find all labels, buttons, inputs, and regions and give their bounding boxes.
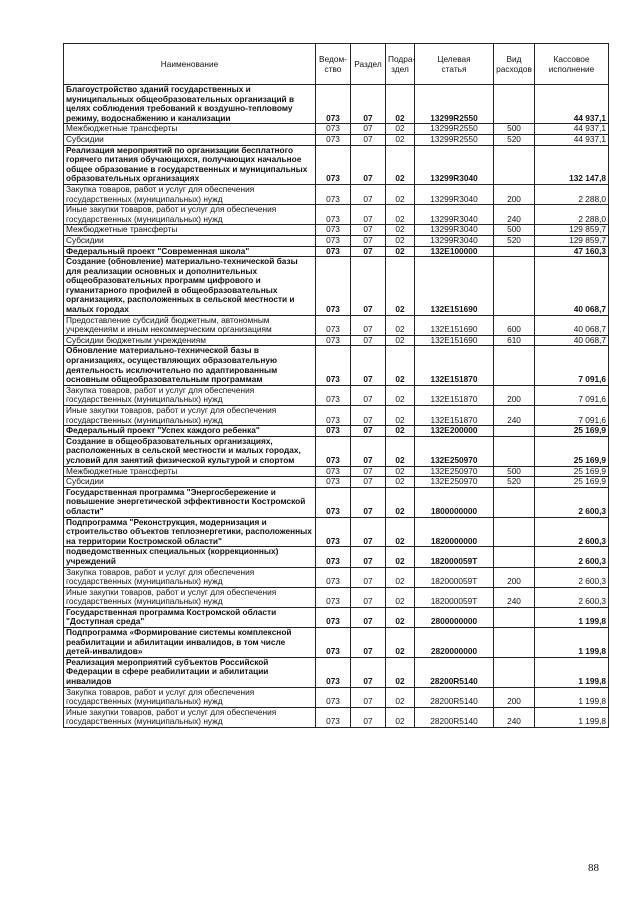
cell-amount: 2 600,3: [535, 487, 609, 517]
cell-amount: 25 169,9: [535, 477, 609, 488]
cell-vid: 200: [494, 385, 535, 405]
cell-razdel: 07: [351, 436, 386, 466]
table-row: [64, 134, 609, 145]
cell-razdel: 07: [351, 487, 386, 517]
cell-vid: 520: [494, 477, 535, 488]
cell-razdel: 07: [351, 517, 386, 547]
cell-vid: [494, 257, 535, 316]
cell-podrazdel: 02: [386, 246, 415, 257]
cell-name: Государственная программа Костромской области "Доступная среда": [64, 607, 316, 627]
cell-razdel: 07: [351, 477, 386, 488]
cell-name: Благоустройство зданий государственных и муниципальных общеобразовательных организаций в целях соблюдения требований к воздушно-тепловому режиму, водоснабжению и канализации: [64, 85, 316, 124]
cell-podrazdel: 02: [386, 607, 415, 627]
cell-name: Предоставление субсидий бюджетным, автономным учреждениям и иным некоммерческим организациям: [64, 315, 316, 335]
cell-podrazdel: 02: [386, 587, 415, 607]
cell-target: 132E200000: [415, 426, 494, 437]
cell-razdel: 07: [351, 134, 386, 145]
cell-podrazdel: 02: [386, 487, 415, 517]
cell-razdel: 07: [351, 335, 386, 346]
cell-vedomstvo: 073: [316, 487, 351, 517]
cell-target: 182000059Т: [415, 547, 494, 567]
cell-vedomstvo: 073: [316, 436, 351, 466]
cell-name: Реализация мероприятий по организации бесплатного горячего питания обучающихся, получающих начальное общее образование в государственных и муниципальных образовательных организациях: [64, 145, 316, 184]
cell-vid: [494, 487, 535, 517]
table-row: [64, 477, 609, 488]
cell-vid: 240: [494, 406, 535, 426]
cell-name: Закупка товаров, работ и услуг для обеспечения государственных (муниципальных) нужд: [64, 567, 316, 587]
cell-vedomstvo: 073: [316, 205, 351, 225]
cell-name: Межбюджетные трансферты: [64, 466, 316, 477]
cell-amount: 47 160,3: [535, 246, 609, 257]
table-row: [64, 567, 609, 587]
cell-name: Межбюджетные трансферты: [64, 225, 316, 236]
cell-amount: 44 937,1: [535, 85, 609, 124]
cell-vedomstvo: 073: [316, 134, 351, 145]
cell-podrazdel: 02: [386, 628, 415, 658]
cell-amount: 129 859,7: [535, 225, 609, 236]
cell-vedomstvo: 073: [316, 315, 351, 335]
cell-amount: 2 600,3: [535, 587, 609, 607]
cell-podrazdel: 02: [386, 547, 415, 567]
page-number: 88: [588, 862, 599, 874]
cell-target: 132E250970: [415, 436, 494, 466]
cell-vedomstvo: 073: [316, 587, 351, 607]
cell-razdel: 07: [351, 225, 386, 236]
cell-vedomstvo: 073: [316, 346, 351, 385]
cell-podrazdel: 02: [386, 657, 415, 687]
cell-target: 2800000000: [415, 607, 494, 627]
cell-razdel: 07: [351, 257, 386, 316]
cell-amount: 1 199,8: [535, 687, 609, 707]
cell-vedomstvo: 073: [316, 607, 351, 627]
cell-podrazdel: 02: [386, 466, 415, 477]
cell-podrazdel: 02: [386, 134, 415, 145]
cell-amount: 2 600,3: [535, 547, 609, 567]
cell-vid: 240: [494, 205, 535, 225]
cell-target: 132E151690: [415, 315, 494, 335]
table-row: [64, 335, 609, 346]
cell-target: 132E151870: [415, 385, 494, 405]
cell-vid: 500: [494, 466, 535, 477]
cell-target: 132E151870: [415, 346, 494, 385]
cell-podrazdel: 02: [386, 257, 415, 316]
header-vid: Вид расходов: [494, 44, 535, 85]
cell-vedomstvo: 073: [316, 246, 351, 257]
cell-podrazdel: 02: [386, 205, 415, 225]
cell-target: 13299R2550: [415, 124, 494, 135]
cell-podrazdel: 02: [386, 477, 415, 488]
cell-vid: 240: [494, 587, 535, 607]
cell-razdel: 07: [351, 687, 386, 707]
cell-name: Подпрограмма "Реконструкция, модернизация и строительство объектов теплоэнергетики, расположенных на территории Костромской области": [64, 517, 316, 547]
cell-podrazdel: 02: [386, 346, 415, 385]
cell-name: Субсидии: [64, 477, 316, 488]
table-row: [64, 406, 609, 426]
cell-vid: [494, 85, 535, 124]
cell-amount: 40 068,7: [535, 335, 609, 346]
cell-target: 13299R3040: [415, 205, 494, 225]
cell-vedomstvo: 073: [316, 687, 351, 707]
cell-name: Государственная программа "Энергосбережение и повышение энергетической эффективности Костромской области": [64, 487, 316, 517]
table-header-row: [64, 44, 609, 85]
budget-table: [63, 43, 609, 728]
cell-name: подведомственных специальных (коррекционных) учреждений: [64, 547, 316, 567]
cell-podrazdel: 02: [386, 145, 415, 184]
cell-name: Субсидии: [64, 235, 316, 246]
cell-vid: 610: [494, 335, 535, 346]
cell-vid: 200: [494, 687, 535, 707]
cell-target: 13299R3040: [415, 145, 494, 184]
cell-target: 132E151690: [415, 335, 494, 346]
cell-vedomstvo: 073: [316, 225, 351, 236]
table-row: [64, 436, 609, 466]
cell-target: 182000059Т: [415, 587, 494, 607]
cell-name: Обновление материально-технической базы в организациях, осуществляющих образовательную деятельность исключительно по адаптированным основным общеобразовательным программам: [64, 346, 316, 385]
cell-target: 132E250970: [415, 477, 494, 488]
budget-table-sheet: [63, 43, 608, 728]
cell-vedomstvo: 073: [316, 466, 351, 477]
cell-target: 13299R2550: [415, 134, 494, 145]
cell-vedomstvo: 073: [316, 124, 351, 135]
cell-podrazdel: 02: [386, 707, 415, 727]
cell-target: 1800000000: [415, 487, 494, 517]
cell-vid: 520: [494, 235, 535, 246]
cell-razdel: 07: [351, 607, 386, 627]
cell-target: 28200R5140: [415, 687, 494, 707]
cell-vid: [494, 346, 535, 385]
cell-amount: 132 147,8: [535, 145, 609, 184]
cell-podrazdel: 02: [386, 235, 415, 246]
table-row: [64, 184, 609, 204]
cell-podrazdel: 02: [386, 567, 415, 587]
cell-amount: 40 068,7: [535, 315, 609, 335]
cell-razdel: 07: [351, 85, 386, 124]
cell-vedomstvo: 073: [316, 335, 351, 346]
cell-razdel: 07: [351, 315, 386, 335]
cell-amount: 2 288,0: [535, 205, 609, 225]
cell-razdel: 07: [351, 385, 386, 405]
cell-vid: [494, 517, 535, 547]
cell-podrazdel: 02: [386, 85, 415, 124]
cell-target: 1820000000: [415, 517, 494, 547]
cell-vedomstvo: 073: [316, 707, 351, 727]
cell-razdel: 07: [351, 205, 386, 225]
cell-razdel: 07: [351, 235, 386, 246]
cell-vid: 200: [494, 184, 535, 204]
cell-podrazdel: 02: [386, 436, 415, 466]
header-amount: Кассовое исполнение: [535, 44, 609, 85]
cell-amount: 1 199,8: [535, 657, 609, 687]
table-row: [64, 547, 609, 567]
cell-target: 28200R5140: [415, 707, 494, 727]
cell-target: 132E250970: [415, 466, 494, 477]
header-name: Наименование: [64, 44, 316, 85]
table-row: [64, 315, 609, 335]
cell-razdel: 07: [351, 466, 386, 477]
cell-target: 132E100000: [415, 246, 494, 257]
cell-vid: [494, 436, 535, 466]
cell-vedomstvo: 073: [316, 184, 351, 204]
cell-vedomstvo: 073: [316, 517, 351, 547]
cell-name: Иные закупки товаров, работ и услуг для обеспечения государственных (муниципальных) нужд: [64, 205, 316, 225]
cell-amount: 7 091,6: [535, 385, 609, 405]
cell-name: Создание в общеобразовательных организациях, расположенных в сельской местности и малых городах, условий для занятий физической культурой и спортом: [64, 436, 316, 466]
table-row: [64, 628, 609, 658]
cell-vedomstvo: 073: [316, 85, 351, 124]
table-row: [64, 687, 609, 707]
table-row: [64, 225, 609, 236]
table-row: [64, 517, 609, 547]
cell-target: 13299R3040: [415, 235, 494, 246]
header-razdel: Раздел: [351, 44, 386, 85]
table-row: [64, 257, 609, 316]
cell-name: Субсидии бюджетным учреждениям: [64, 335, 316, 346]
cell-target: 13299R2550: [415, 85, 494, 124]
cell-amount: 2 600,3: [535, 567, 609, 587]
cell-name: Иные закупки товаров, работ и услуг для обеспечения государственных (муниципальных) нужд: [64, 406, 316, 426]
cell-vedomstvo: 073: [316, 385, 351, 405]
cell-vid: [494, 547, 535, 567]
cell-vid: 200: [494, 567, 535, 587]
cell-name: Иные закупки товаров, работ и услуг для обеспечения государственных (муниципальных) нужд: [64, 707, 316, 727]
cell-vid: 500: [494, 225, 535, 236]
cell-amount: 40 068,7: [535, 257, 609, 316]
table-row: [64, 466, 609, 477]
cell-vedomstvo: 073: [316, 477, 351, 488]
cell-razdel: 07: [351, 346, 386, 385]
cell-amount: 2 288,0: [535, 184, 609, 204]
cell-amount: 1 199,8: [535, 628, 609, 658]
cell-podrazdel: 02: [386, 184, 415, 204]
cell-name: Межбюджетные трансферты: [64, 124, 316, 135]
cell-razdel: 07: [351, 707, 386, 727]
cell-vedomstvo: 073: [316, 257, 351, 316]
cell-target: 13299R3040: [415, 184, 494, 204]
header-vedomstvo: Ведом- ство: [316, 44, 351, 85]
cell-razdel: 07: [351, 145, 386, 184]
cell-vid: [494, 246, 535, 257]
cell-amount: 7 091,6: [535, 346, 609, 385]
table-row: [64, 385, 609, 405]
cell-razdel: 07: [351, 124, 386, 135]
table-row: [64, 657, 609, 687]
cell-target: 2820000000: [415, 628, 494, 658]
cell-name: Реализация мероприятий субъектов Российской Федерации в сфере реабилитации и абилитации инвалидов: [64, 657, 316, 687]
cell-amount: 25 169,9: [535, 426, 609, 437]
cell-podrazdel: 02: [386, 335, 415, 346]
cell-podrazdel: 02: [386, 426, 415, 437]
table-row: [64, 246, 609, 257]
cell-razdel: 07: [351, 567, 386, 587]
cell-amount: 129 859,7: [535, 235, 609, 246]
cell-razdel: 07: [351, 547, 386, 567]
cell-vedomstvo: 073: [316, 145, 351, 184]
cell-podrazdel: 02: [386, 517, 415, 547]
table-row: [64, 205, 609, 225]
cell-vid: [494, 607, 535, 627]
cell-razdel: 07: [351, 657, 386, 687]
table-row: [64, 124, 609, 135]
cell-razdel: 07: [351, 184, 386, 204]
cell-name: Закупка товаров, работ и услуг для обеспечения государственных (муниципальных) нужд: [64, 385, 316, 405]
cell-amount: 44 937,1: [535, 134, 609, 145]
cell-name: Подпрограмма «Формирование системы комплексной реабилитации и абилитации инвалидов, в том числе детей-инвалидов»: [64, 628, 316, 658]
cell-vedomstvo: 073: [316, 406, 351, 426]
cell-name: Федеральный проект "Успех каждого ребенка": [64, 426, 316, 437]
cell-vedomstvo: 073: [316, 426, 351, 437]
cell-podrazdel: 02: [386, 406, 415, 426]
cell-podrazdel: 02: [386, 687, 415, 707]
cell-vid: 520: [494, 134, 535, 145]
cell-amount: 7 091,6: [535, 406, 609, 426]
cell-target: 182000059Т: [415, 567, 494, 587]
cell-name: Субсидии: [64, 134, 316, 145]
table-row: [64, 487, 609, 517]
table-row: [64, 346, 609, 385]
cell-podrazdel: 02: [386, 315, 415, 335]
cell-amount: 25 169,9: [535, 436, 609, 466]
table-row: [64, 707, 609, 727]
cell-razdel: 07: [351, 406, 386, 426]
cell-name: Федеральный проект "Современная школа": [64, 246, 316, 257]
cell-target: 132E151870: [415, 406, 494, 426]
cell-amount: 44 937,1: [535, 124, 609, 135]
cell-razdel: 07: [351, 628, 386, 658]
cell-vid: [494, 657, 535, 687]
cell-name: Закупка товаров, работ и услуг для обеспечения государственных (муниципальных) нужд: [64, 184, 316, 204]
cell-target: 13299R3040: [415, 225, 494, 236]
cell-vedomstvo: 073: [316, 657, 351, 687]
cell-name: Иные закупки товаров, работ и услуг для обеспечения государственных (муниципальных) нужд: [64, 587, 316, 607]
table-row: [64, 426, 609, 437]
cell-vid: 500: [494, 124, 535, 135]
cell-vedomstvo: 073: [316, 547, 351, 567]
table-body: [64, 85, 609, 728]
table-row: [64, 607, 609, 627]
header-target: Целевая статья: [415, 44, 494, 85]
cell-amount: 1 199,8: [535, 607, 609, 627]
cell-podrazdel: 02: [386, 124, 415, 135]
cell-vedomstvo: 073: [316, 628, 351, 658]
cell-name: Закупка товаров, работ и услуг для обеспечения государственных (муниципальных) нужд: [64, 687, 316, 707]
cell-name: Создание (обновление) материально-технической базы для реализации основных и дополнительных общеобразовательных программ цифрового и гуманитарного профилей в общеобразовательных организациях, расположенных в сельской местности и малых городах: [64, 257, 316, 316]
cell-vid: [494, 145, 535, 184]
table-row: [64, 235, 609, 246]
cell-target: 132E151690: [415, 257, 494, 316]
table-row: [64, 587, 609, 607]
cell-podrazdel: 02: [386, 385, 415, 405]
cell-razdel: 07: [351, 426, 386, 437]
table-row: [64, 85, 609, 124]
cell-vid: 600: [494, 315, 535, 335]
cell-vedomstvo: 073: [316, 567, 351, 587]
cell-amount: 1 199,8: [535, 707, 609, 727]
cell-vedomstvo: 073: [316, 235, 351, 246]
cell-vid: 240: [494, 707, 535, 727]
table-row: [64, 145, 609, 184]
cell-razdel: 07: [351, 246, 386, 257]
cell-vid: [494, 628, 535, 658]
cell-amount: 2 600,3: [535, 517, 609, 547]
header-podrazdel: Подра- здел: [386, 44, 415, 85]
cell-podrazdel: 02: [386, 225, 415, 236]
cell-target: 28200R5140: [415, 657, 494, 687]
cell-amount: 25 169,9: [535, 466, 609, 477]
cell-vid: [494, 426, 535, 437]
cell-razdel: 07: [351, 587, 386, 607]
